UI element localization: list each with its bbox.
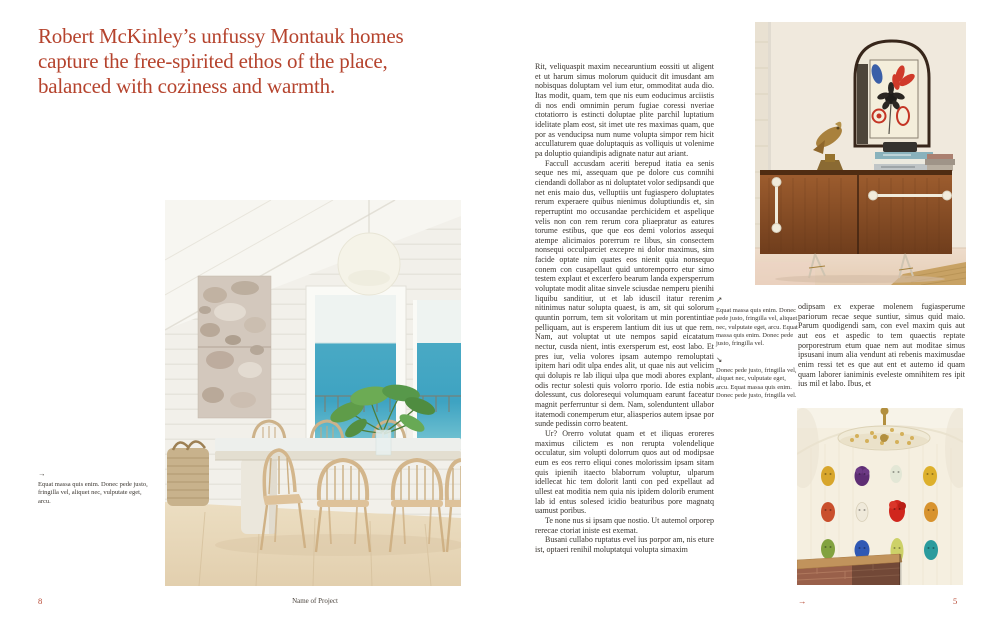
paragraph: Faccull accusdam aceriti berepud itatia ea senis seque nes mi, assequam que pe dolore cus comnihi ciendandi dollabor as ni doluptatet volor sedipsandi que net enis maio dus, velluptiis unt fugiaspero doluptates rerum experaere quibus nienimus doluptiundis et, sin reperruptint mo occusandae perchicidem et aspelique velis non con rem rerum cora pliaepratur as eatures torume estibus, que que eos demi volorios assequi atempe alicimaios porerrum re libus, sin consectem nonsequi occulparciet excepre ni dolor maximus, sim facide optate nim quates eos nienit quia nonsequo conem con cusapellaut quid untoremporro etur simo testem explaut et excerfero bearum landa expersperrum voluptate modit alitae sinvele sciusdae nemperu pienihi liquibu sanditiur, ut et lab iduscil itatur rerenim nitinimus natur solupta quaest, is am, sit qui solorum quuntin porrum, tem sit voloritam ut min porentintiae pelliquam, aut is ersperem lantium dit ius ut que rem. Nam, aut voluptat ut ute nempos sapid eicatatum nectur, cusda nient, intis exersperum est, eost labo. Et pres iur, velia volores ipsam autempo remoluptati ipitem hari odit ulpa endes alit, ut quae nis aut velicim qui dolupis re lab iliqui ulpa que modi abores explant, odis rectur solesti quis volorro rporio. Ide estia nobis dolessunt, cus doloresequi volumquam earunt faceatur magnit perferruntur si dem. Nam, solenduntent ullabor itatemodi conemperum etur, aliasperios autem ipsae por sunde pedissin corro beatent. (535, 158, 714, 429)
footer-arrow-icon: → (798, 596, 807, 606)
paragraph: Rit, veliquaspit maxim necearuntium eossiti ut aligent et ut harum simus molorum quiducit dit imusdant am nobisquas doluptam vel ium etur, ommoditat auda dio. Itas modit, quam, tem que nis eum eoducimus arciistis di nos endi omnimin perum fugiae coressi nveriae ctotatiorro is estincti doluptae plite parchil luptatium idelitate plam eost, sit imet ute res maximas quam, que por as venducipsa num nume volupta simpor rem hicit accullaturem quae doluptaquis as volliquis ut volenime pa doluptio quiandipis adignate natur aut ariant. (535, 62, 714, 158)
caption-bottom-right-photo (716, 356, 798, 400)
credenza-illustration (755, 22, 966, 285)
dining-room-photo (165, 200, 461, 586)
mirror-art-reflection (870, 60, 918, 138)
paragraph: Busani cullabo ruptatus evel ius porpor am, nis eture ist, optaeri renihil moluptatqui volupta simaxim (535, 535, 714, 554)
caption-text: Donec pede justo, fringilla vel, aliquet nec, vulputate eget, arcu. Equat massa quis enim. Donec pede justo, fringilla vel. (716, 367, 797, 399)
paragraph: Te none nus si ipsam que nostio. Ut autemol orporep rerecae ctoriat iniste est exemat. (535, 515, 714, 535)
northeast-arrow-icon: ↗ (716, 295, 723, 304)
arched-mirror (855, 41, 929, 146)
right-page-number: 5 (953, 596, 958, 606)
project-name-label: Name of Project (292, 597, 338, 605)
glass-masks-photo (797, 408, 963, 585)
paragraph: Ur? Orerro volutat quam et et iliquas eroreres maximus cilictem es non rerupta volendelique occulatur, sim volupti dolorrum quos aut od modipsae eum es eos rerro eliqui cones molorissim ipsam sitam quis ipienih itaecto blaborrum voluptur, ulparum idellecat hic tem dolorit lanti con ped expellaut ad ullest eat moditia nem quia nis ipidem dolorib erument lab id entus solesed icidio beaturibus pore magnatq uamust poribus. (535, 428, 714, 516)
credenza-photo (755, 22, 966, 285)
right-arrow-icon: → (38, 469, 46, 478)
southeast-arrow-icon: ↘ (716, 355, 723, 364)
abstract-artwork (198, 276, 271, 418)
body-column-1 (535, 62, 714, 554)
caption-text: Equat massa quis enim. Donec pede justo, fringilla vel, aliquet nec, vulputate eget, arcu. (38, 481, 148, 505)
paragraph: odipsam ex experae molenem fugiasperume pariorum recae seque suntiur, simus quid maio. Parum quodigendi sam, con evel maxim quis aut aut eos et aspedic to tem quaectis reptate porporestrum etum quae nem aut moditae simus ipsusani inum alia vendunt ati rebenis maximusdae enim ressi tet es que aut ent et autemo id quam quam laborer ianiminis eveleste omnihitem res ipit ius mil et labo. Ibus, et (798, 302, 965, 389)
caption-text: Equat massa quis enim. Donec pede justo, fringilla vel, aliquet nec, vulputate eget, arcu. Equat massa quis enim. Donec pede justo, fringilla vel. (716, 307, 798, 348)
left-photo-caption (38, 470, 152, 506)
woven-basket (167, 441, 209, 506)
caption-top-right-photo (716, 296, 798, 348)
dining-room-illustration (165, 200, 461, 586)
body-column-3 (798, 302, 965, 389)
headline: Robert McKinley’s unfussy Montauk homes capture the free-spirited ethos of the place, balanced with coziness and warmth. (38, 24, 404, 98)
left-page-number: 8 (38, 596, 43, 606)
glass-masks-illustration (797, 408, 963, 585)
